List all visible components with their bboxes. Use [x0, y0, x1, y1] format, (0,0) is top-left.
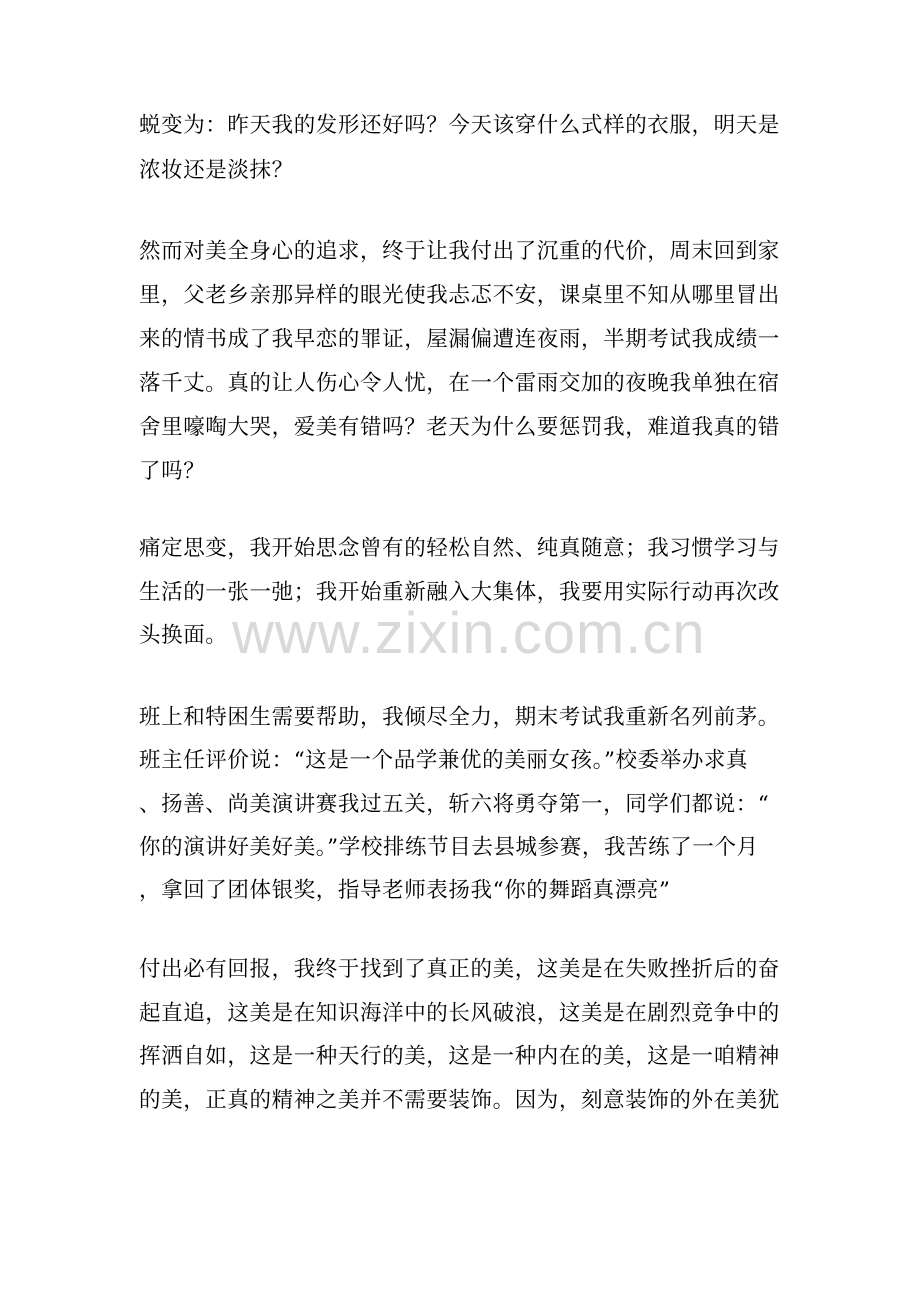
paragraph-line: 蜕变为：昨天我的发形还好吗？今天该穿什么式样的衣服，明天是	[139, 113, 780, 138]
paragraph-line: 里，父老乡亲那异样的眼光使我忐忑不安，课桌里不知从哪里冒出	[139, 283, 780, 308]
paragraph-line: 浓妆还是淡抹？	[139, 158, 294, 183]
paragraph-line: 头换面。	[139, 623, 228, 648]
paragraph-line: 来的情书成了我早恋的罪证，屋漏偏遭连夜雨，半期考试我成绩一	[139, 327, 780, 352]
paragraph-line: 生活的一张一弛；我开始重新融入大集体，我要用实际行动再次改	[139, 580, 780, 605]
paragraph-line: 了吗？	[139, 459, 206, 484]
paragraph-line: 起直追，这美是在知识海洋中的长风破浪，这美是在剧烈竞争中的	[139, 1001, 780, 1026]
paragraph-line: 落千丈。真的让人伤心令人忧，在一个雷雨交加的夜晚我单独在宿	[139, 371, 780, 396]
paragraph-line: 痛定思变，我开始思念曾有的轻松自然、纯真随意；我习惯学习与	[139, 536, 780, 561]
paragraph-line: 你的演讲好美好美。”学校排练节目去县城参赛，我苦练了一个月	[139, 835, 759, 860]
paragraph-line: 班上和特困生需要帮助，我倾尽全力，期末考试我重新名列前茅。	[139, 705, 780, 730]
paragraph-line: 付出必有回报，我终于找到了真正的美，这美是在失败挫折后的奋	[139, 957, 780, 982]
paragraph-line: 、扬善、尚美演讲赛我过五关，斩六将勇夺第一，同学们都说：“	[139, 792, 770, 817]
paragraph-line: ，拿回了团体银奖，指导老师表扬我“你的舞蹈真漂亮”	[139, 878, 671, 903]
paragraph-line: 挥洒自如，这是一种天行的美，这是一种内在的美，这是一咱精神	[139, 1044, 780, 1069]
paragraph-line: 然而对美全身心的追求，终于让我付出了沉重的代价，周末回到家	[139, 239, 780, 264]
paragraph-line: 的美，正真的精神之美并不需要装饰。因为，刻意装饰的外在美犹	[139, 1088, 780, 1113]
paragraph-line: 舍里嚎啕大哭，爱美有错吗？老天为什么要惩罚我，难道我真的错	[139, 415, 780, 440]
site-watermark: www.zixin.com.cn	[232, 601, 706, 666]
paragraph-line: 班主任评价说：“这是一个品学兼优的美丽女孩。”校委举办求真	[139, 748, 749, 773]
